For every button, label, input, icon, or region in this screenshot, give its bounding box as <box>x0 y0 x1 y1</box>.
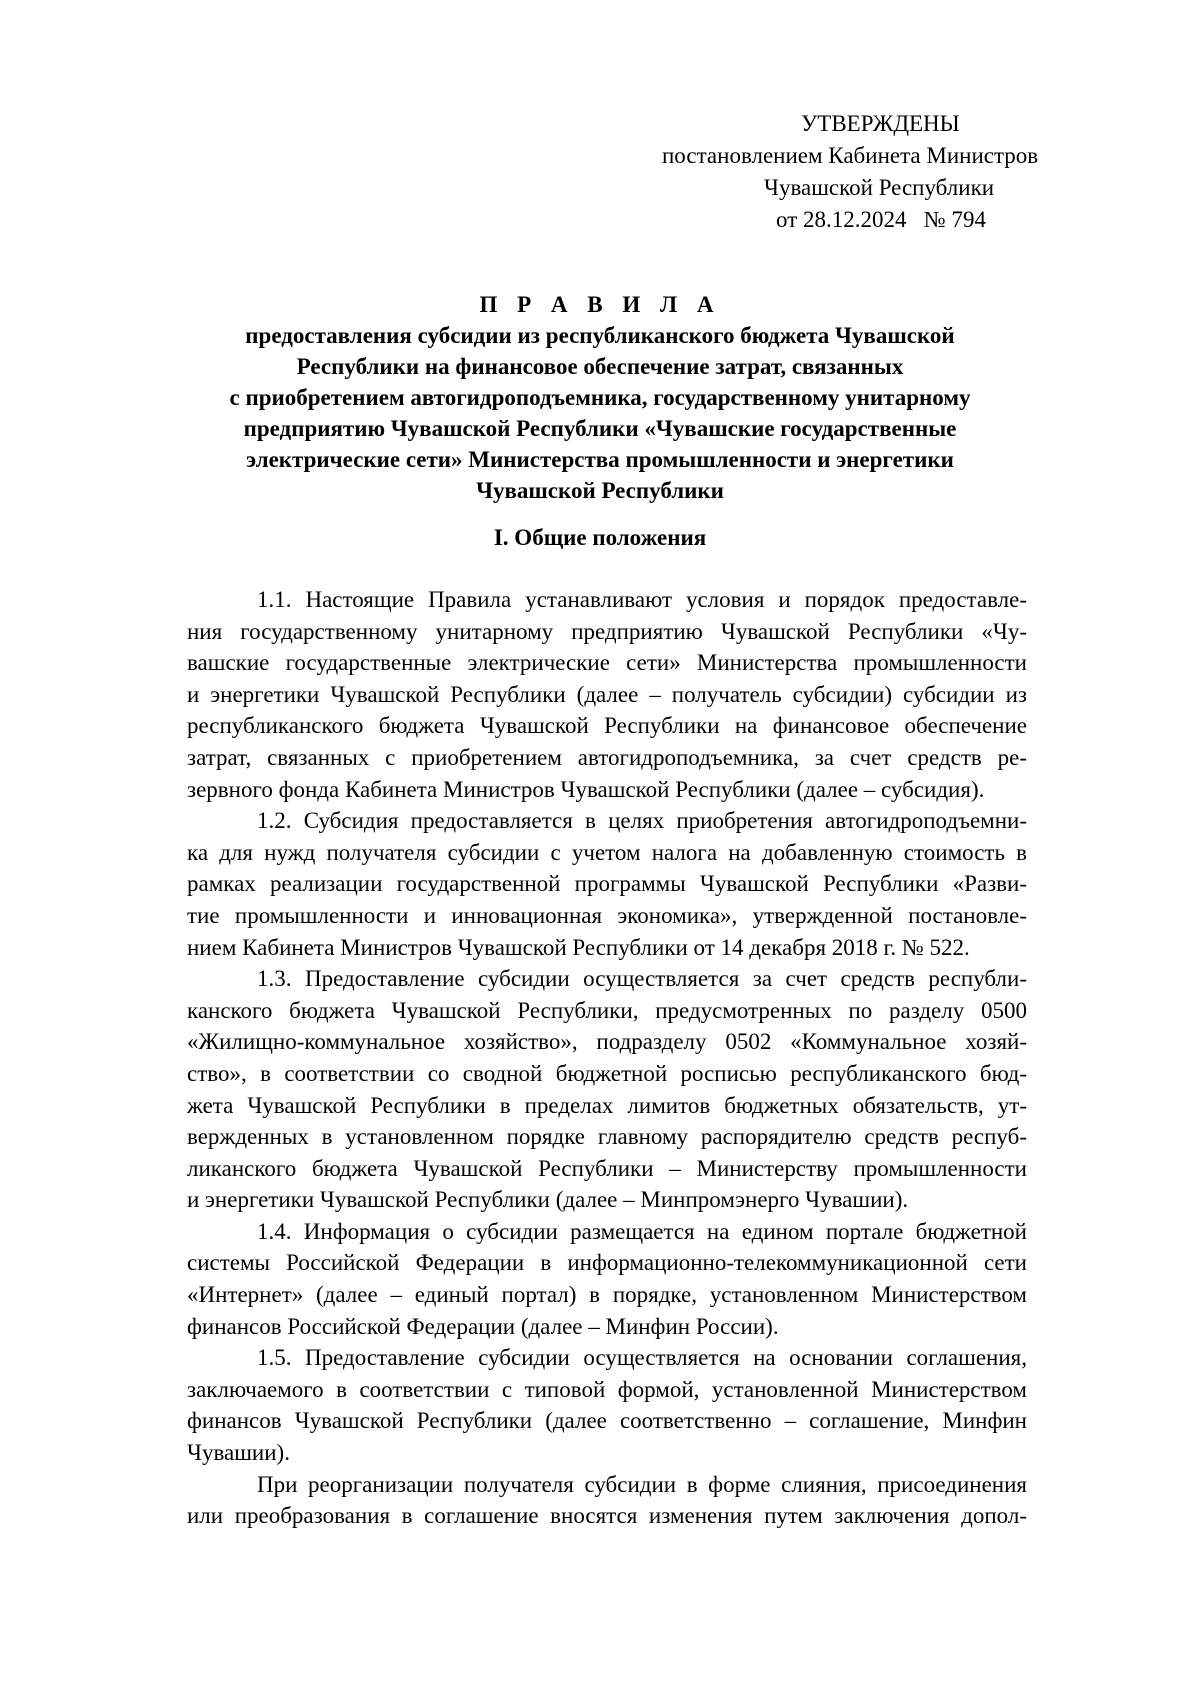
approval-block <box>560 108 1140 236</box>
document-title <box>200 289 1000 506</box>
body-line: «Жилищно-коммунальное хозяйство», подразделу 0502 «Коммунальное хозяй- <box>187 1029 1027 1055</box>
title-line: Республики на финансовое обеспечение затрат, связанных <box>296 354 904 379</box>
body-line: канского бюджета Чувашской Республики, предусмотренных по разделу 0500 <box>187 997 1027 1023</box>
title-line: предприятию Чувашской Республики «Чувашские государственные <box>243 416 957 441</box>
body-line: «Интернет» (далее – единый портал) в порядке, установленном Министерством <box>187 1282 1027 1308</box>
body-line: жета Чувашской Республики в пределах лимитов бюджетных обязательств, ут- <box>187 1092 1027 1118</box>
title-line: электрические сети» Министерства промышленности и энергетики <box>246 447 954 472</box>
body-line: вашские государственные электрические сети» Министерства промышленности <box>187 650 1027 676</box>
approval-line: Чувашской Республики <box>764 175 995 200</box>
body-line: системы Российской Федерации в информационно-телекоммуникационной сети <box>187 1250 1027 1276</box>
body-line: 1.1. Настоящие Правила устанавливают условия и порядок предоставле- <box>257 587 1027 612</box>
body-line: зервного фонда Кабинета Министров Чувашской Республики (далее – субсидия). <box>187 776 985 802</box>
body-line: тие промышленности и инновационная экономика», утвержденной постановле- <box>187 902 1027 928</box>
approval-date-number: от 28.12.2024 № 794 <box>776 207 986 232</box>
body-line: 1.3. Предоставление субсидии осуществляется за счет средств республи- <box>257 966 1027 992</box>
body-line: При реорганизации получателя субсидии в форме слияния, присоединения <box>257 1471 1027 1497</box>
approval-title: УТВЕРЖДЕНЫ <box>801 111 960 136</box>
body-line: финансов Российской Федерации (далее – Минфин России). <box>187 1313 779 1339</box>
body-line: заключаемого в соответствии с типовой формой, установленной Министерством <box>187 1376 1027 1402</box>
body-line: затрат, связанных с приобретением автогидроподъемника, за счет средств ре- <box>187 744 1027 770</box>
section-heading: I. Общие положения <box>493 525 707 550</box>
body-line: рамках реализации государственной программы Чувашской Республики «Разви- <box>187 871 1027 897</box>
body-line: финансов Чувашской Республики (далее соответственно – соглашение, Минфин <box>187 1408 1027 1434</box>
body-line: вержденных в установленном порядке главному распорядителю средств респуб- <box>187 1124 1027 1150</box>
body-line: ство», в соответствии со сводной бюджетной росписью республиканского бюд- <box>187 1060 1027 1086</box>
body-line: республиканского бюджета Чувашской Республики на финансовое обеспечение <box>187 713 1027 739</box>
body-line: ликанского бюджета Чувашской Республики – Министерству промышленности <box>187 1155 1027 1181</box>
title-line: с приобретением автогидроподъемника, государственному унитарному <box>229 385 971 410</box>
title-line: предоставления субсидии из республиканского бюджета Чувашской <box>245 323 955 348</box>
body-line: и энергетики Чувашской Республики (далее – Минпромэнерго Чувашии). <box>187 1187 909 1213</box>
body-line: 1.5. Предоставление субсидии осуществляется на основании соглашения, <box>257 1345 1027 1371</box>
title-line: Чувашской Республики <box>476 478 724 503</box>
body-line: нием Кабинета Министров Чувашской Республики от 14 декабря 2018 г. № 522. <box>187 934 970 960</box>
body-line: ния государственному унитарному предприятию Чувашской Республики «Чу- <box>187 618 1027 644</box>
body-line: ка для нужд получателя субсидии с учетом налога на добавленную стоимость в <box>187 839 1027 865</box>
document-body <box>187 584 1027 1532</box>
body-line: или преобразования в соглашение вносятся изменения путем заключения допол- <box>187 1503 1027 1529</box>
body-line: 1.2. Субсидия предоставляется в целях приобретения автогидроподъемни- <box>257 808 1027 834</box>
approval-line: постановлением Кабинета Министров <box>662 143 1039 168</box>
body-line: 1.4. Информация о субсидии размещается на едином портале бюджетной <box>257 1218 1027 1244</box>
body-line: и энергетики Чувашской Республики (далее – получатель субсидии) субсидии из <box>187 681 1027 707</box>
body-line: Чувашии). <box>187 1440 290 1466</box>
document-heading: П Р А В И Л А <box>479 292 721 317</box>
